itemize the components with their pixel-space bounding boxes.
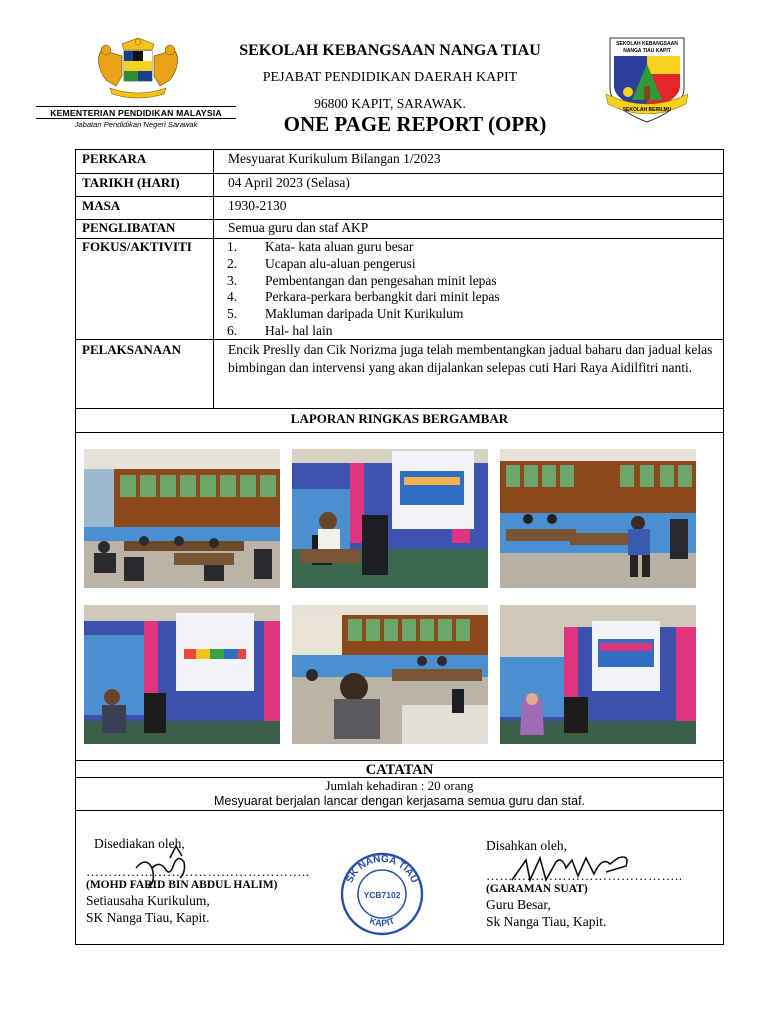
photo-4 <box>84 605 280 744</box>
penglibatan-label: PENGLIBATAN <box>82 220 176 235</box>
fokus-item-number: 6. <box>227 322 238 338</box>
pelaksanaan-value: Encik Preslly dan Cik Norizma juga telah membentangkan jadual baharu dan jadual kelas bimbingan dan intervensi yang akan dijalankan selepas cuti Hari Raya Aidilfitri nanti. <box>228 342 713 375</box>
photo-3 <box>500 449 696 588</box>
photo-section-title: LAPORAN RINGKAS BERGAMBAR <box>76 408 723 433</box>
fokus-item-number: 4. <box>227 289 238 305</box>
row-fokus <box>76 239 723 340</box>
prepared-by-name: (MOHD FARID BIN ABDUL HALIM) <box>86 879 278 891</box>
photo-3-image <box>500 449 696 588</box>
district-office: PEJABAT PENDIDIKAN DAERAH KAPIT <box>262 70 518 85</box>
approved-by-label: Disahkan oleh, <box>486 838 567 853</box>
ministry-name: KEMENTERIAN PENDIDIKAN MALAYSIA <box>50 108 222 118</box>
ministry-rule <box>36 118 236 119</box>
photo-5 <box>292 605 488 744</box>
attendance-text: Jumlah kehadiran : 20 orang <box>325 778 474 793</box>
row-pelaksanaan <box>76 340 723 409</box>
report-table <box>75 149 724 945</box>
fokus-item-text: Makluman daripada Unit Kurikulum <box>265 306 464 322</box>
school-badge-logo <box>602 34 692 126</box>
department-name: Jabatan Pendidikan Negeri Sarawak <box>74 120 198 129</box>
photo-2 <box>292 449 488 588</box>
masa-value: 1930-2130 <box>228 198 287 213</box>
stamp-top-text: SK NANGA TIAU <box>344 853 420 885</box>
report-header <box>0 0 768 140</box>
report-title: ONE PAGE REPORT (OPR) <box>283 112 547 136</box>
prepared-by-block <box>86 836 326 926</box>
fokus-item-text: Hal- hal lain <box>265 322 333 338</box>
school-name: SEKOLAH KEBANGSAAN NANGA TIAU <box>239 42 541 59</box>
approved-by-school: Sk Nanga Tiau, Kapit. <box>486 914 607 929</box>
fokus-list <box>227 239 500 340</box>
fokus-item <box>227 239 500 256</box>
prepared-signature-line: ………………………………………….. <box>86 864 310 879</box>
prepared-by-label: Disediakan oleh, <box>94 836 185 851</box>
remark-text: Mesyuarat berjalan lancar dengan kerjasama semua guru dan staf. <box>213 794 586 808</box>
catatan-title: CATATAN <box>76 760 723 778</box>
photo-1-image <box>84 449 280 588</box>
photo-4-image <box>84 605 280 744</box>
fokus-item-number: 5. <box>227 306 238 322</box>
row-tarikh <box>76 174 723 197</box>
penglibatan-value: Semua guru dan staf AKP <box>228 220 369 235</box>
approved-by-name: (GARAMAN SUAT) <box>486 883 588 895</box>
stamp-bottom-text: KAPIT <box>368 915 396 929</box>
prepared-by-school: SK Nanga Tiau, Kapit. <box>86 910 210 925</box>
approved-signature-line: …………………………………….. <box>486 868 683 883</box>
approved-by-role: Guru Besar, <box>486 897 551 912</box>
badge-top-text: SEKOLAH KEBANGSAAN <box>616 41 678 47</box>
photo-6 <box>500 605 696 744</box>
perkara-value: Mesyuarat Kurikulum Bilangan 1/2023 <box>228 151 441 166</box>
row-perkara <box>76 150 723 174</box>
photo-2-image <box>292 449 488 588</box>
masa-label: MASA <box>82 198 121 213</box>
photo-1 <box>84 449 280 588</box>
school-stamp <box>338 850 426 938</box>
tarikh-label: TARIKH (HARI) <box>82 175 180 190</box>
fokus-item-text: Ucapan alu-aluan pengerusi <box>265 255 416 271</box>
pelaksanaan-label: PELAKSANAAN <box>82 342 181 357</box>
fokus-item <box>227 289 500 306</box>
prepared-by-role: Setiausaha Kurikulum, <box>86 893 210 908</box>
perkara-label: PERKARA <box>82 151 147 166</box>
stamp-code: YCB7102 <box>363 890 401 900</box>
fokus-item-text: Pembentangan dan pengesahan minit lepas <box>265 272 497 288</box>
badge-motto-text: SEKOLAH BERILMU <box>622 107 672 113</box>
fokus-item-number: 3. <box>227 272 238 288</box>
photo-5-image <box>292 605 488 744</box>
fokus-item-number: 1. <box>227 239 238 254</box>
fokus-item <box>227 323 500 340</box>
section-divider <box>76 810 723 811</box>
prepared-signature-scribble <box>126 838 196 898</box>
photo-6-image <box>500 605 696 744</box>
fokus-item-number: 2. <box>227 255 238 271</box>
approved-signature-scribble <box>506 850 636 890</box>
fokus-label: FOKUS/AKTIVITI <box>82 239 192 254</box>
badge-name-text: NANGA TIAU KAPIT <box>623 48 671 54</box>
fokus-item <box>227 306 500 323</box>
fokus-item-text: Kata- kata aluan guru besar <box>265 239 414 254</box>
fokus-item-text: Perkara-perkara berbangkit dari minit lepas <box>265 289 500 305</box>
tarikh-value: 04 April 2023 (Selasa) <box>228 175 350 190</box>
row-penglibatan <box>76 220 723 239</box>
fokus-item <box>227 256 500 273</box>
row-masa <box>76 197 723 220</box>
coat-of-arms-logo <box>92 36 184 104</box>
school-address: 96800 KAPIT, SARAWAK. <box>314 96 466 111</box>
fokus-item <box>227 273 500 290</box>
